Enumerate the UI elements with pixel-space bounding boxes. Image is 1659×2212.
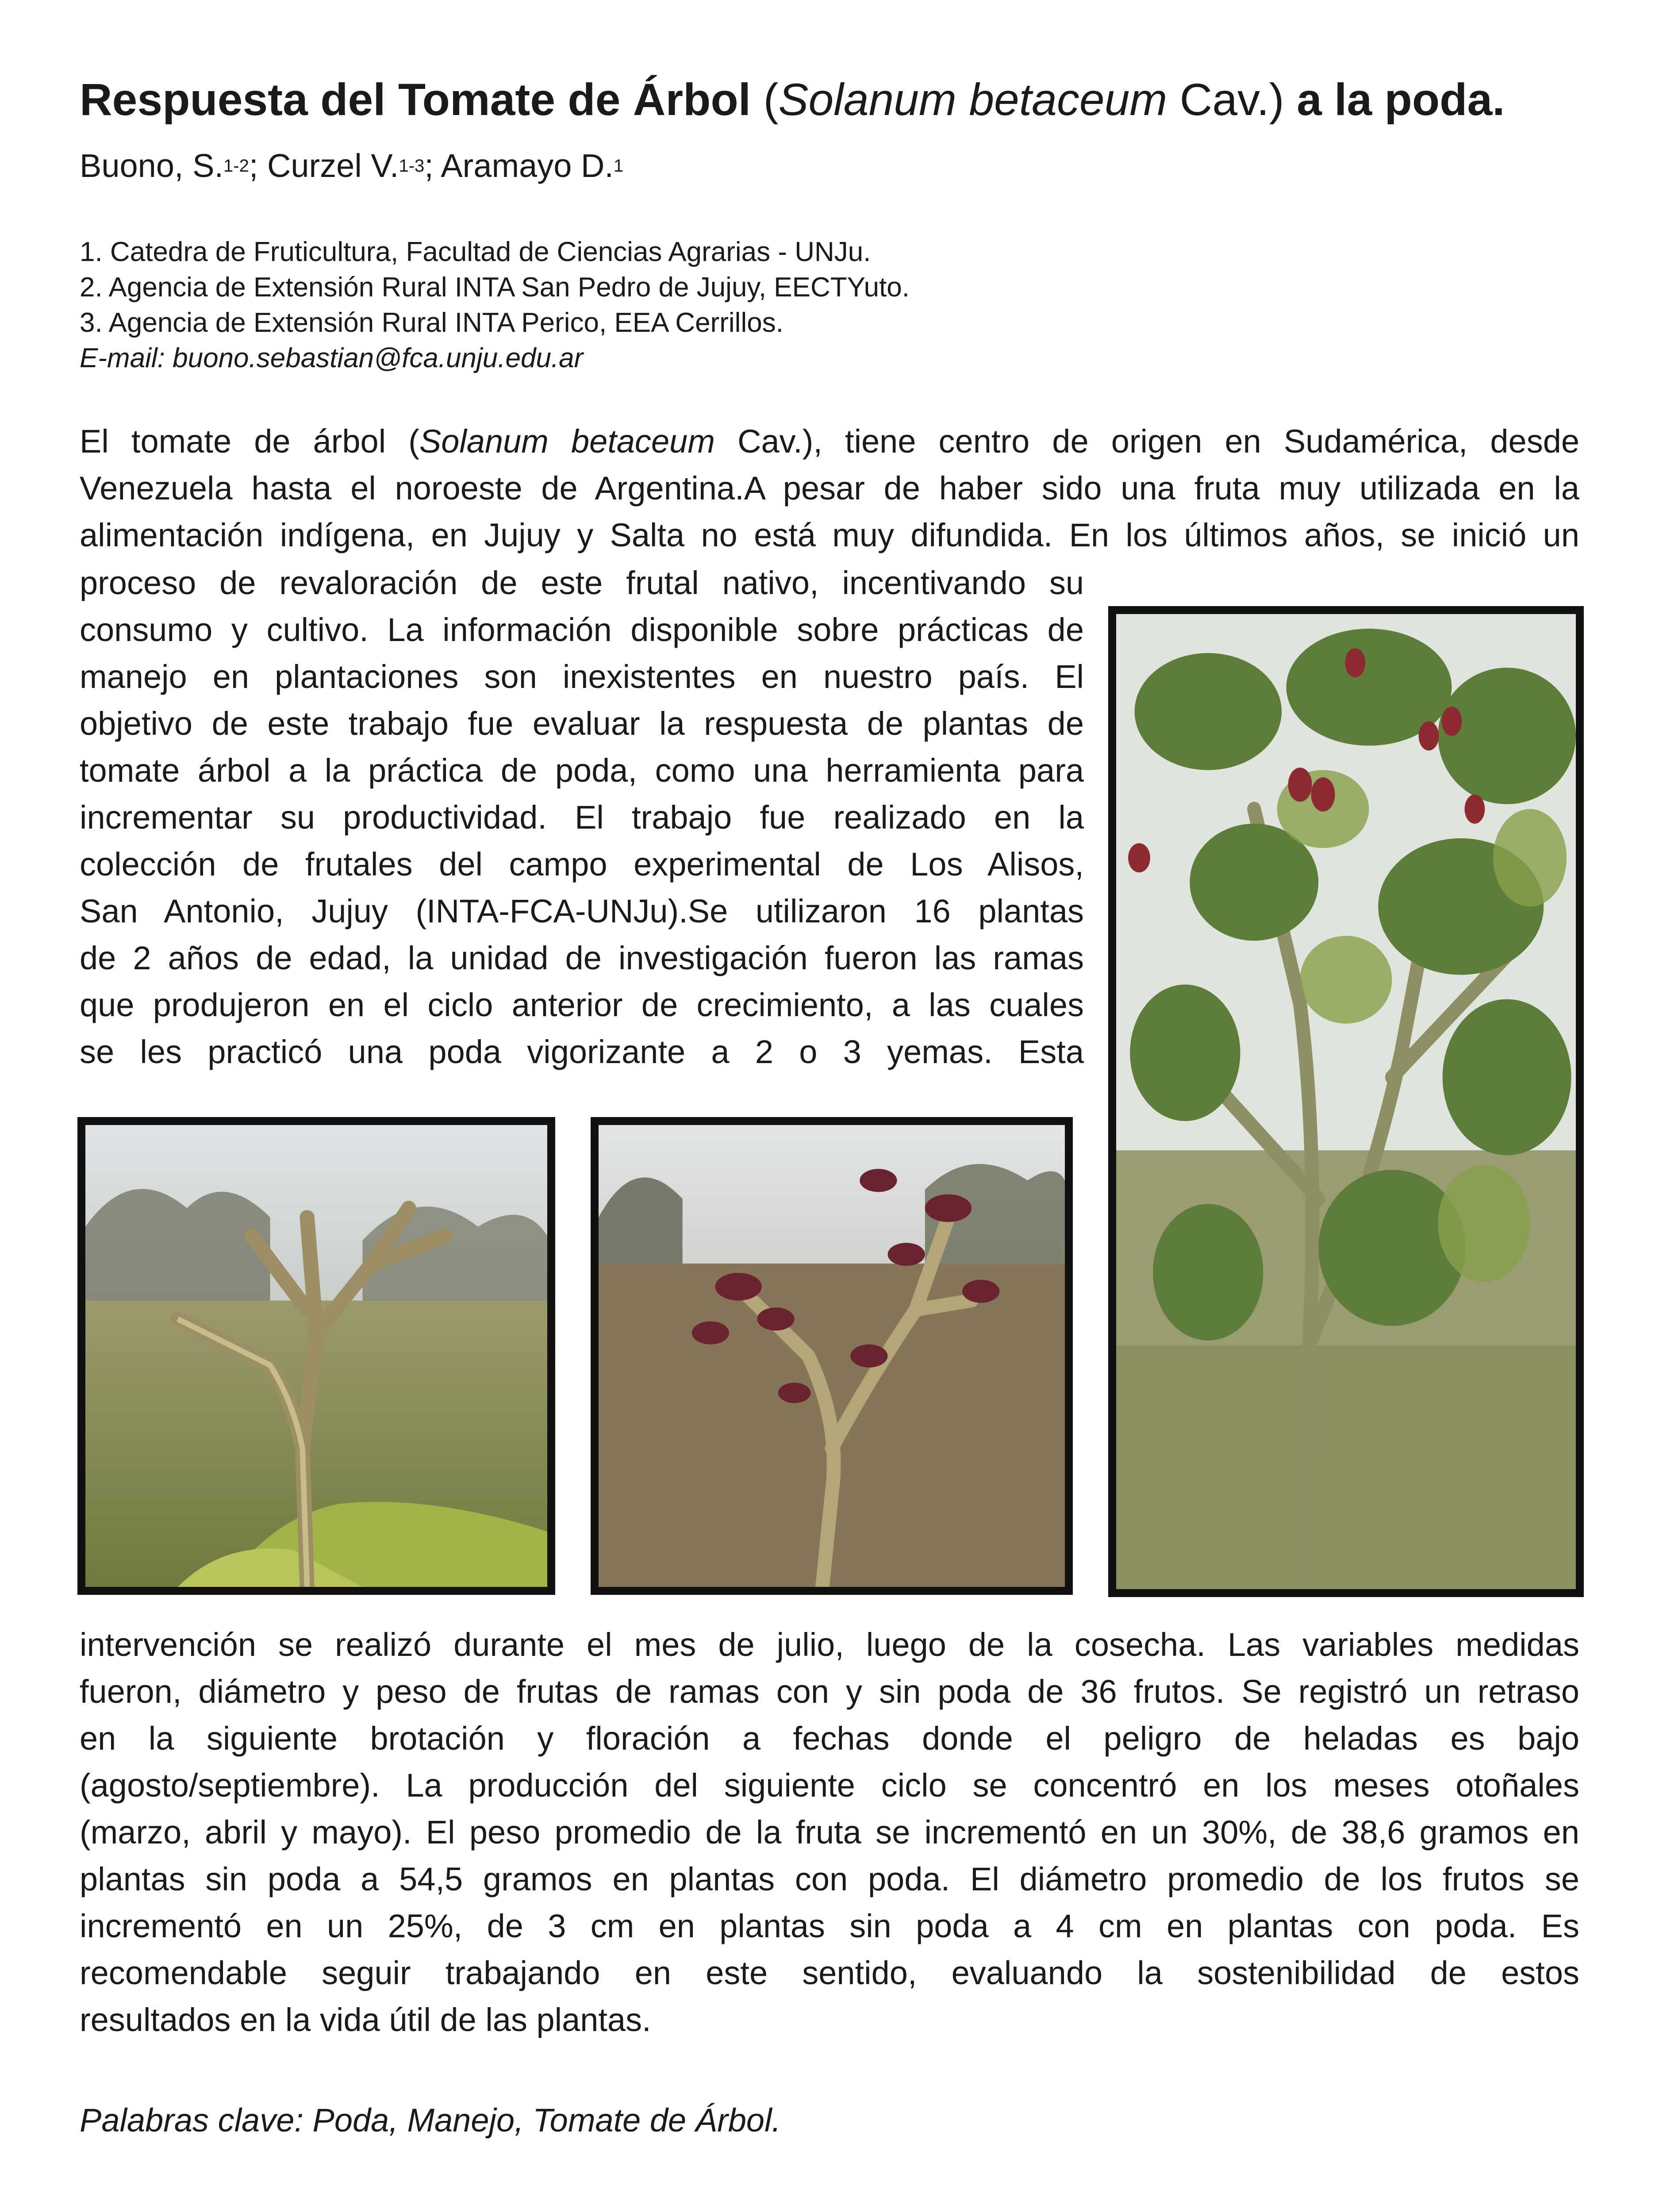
affiliation-2: 2. Agencia de Extensión Rural INTA San Pedro de Jujuy, EECTYuto. bbox=[80, 272, 910, 303]
abstract-line: (marzo, abril y mayo). El peso promedio de la fruta se incrementó en un 30%, de 38,6 gramos en bbox=[80, 1814, 1579, 1851]
abstract-line: alimentación indígena, en Jujuy y Salta no está muy difundida. En los últimos años, se inició un bbox=[80, 517, 1579, 553]
title-part2: a la poda. bbox=[1284, 74, 1505, 125]
email: E-mail: buono.sebastian@fca.unju.edu.ar bbox=[80, 343, 584, 373]
abstract-line: se les practicó una poda vigorizante a 2 o 3 yemas. Esta bbox=[80, 1033, 1084, 1070]
author-1: Buono, S. bbox=[80, 147, 224, 184]
author-3: ; Aramayo D. bbox=[424, 147, 614, 184]
text-run: Cav.), tiene centro de origen en Sudamérica, desde bbox=[714, 423, 1579, 460]
photo-fruiting-tree bbox=[1108, 606, 1584, 1597]
abstract-line: recomendable seguir trabajando en este sentido, evaluando la sostenibilidad de estos bbox=[80, 1955, 1579, 1991]
title-part1: Respuesta del Tomate de Árbol bbox=[80, 74, 751, 125]
abstract-line: Venezuela hasta el noroeste de Argentina.A pesar de haber sido una fruta muy utilizada en la bbox=[80, 470, 1579, 507]
paper-title bbox=[80, 73, 1593, 126]
affiliation-3: 3. Agencia de Extensión Rural INTA Perico, EEA Cerrillos. bbox=[80, 307, 783, 338]
author-2: ; Curzel V. bbox=[249, 147, 399, 184]
sprouting-tree-image bbox=[599, 1125, 1065, 1587]
photo-sprouting-tree bbox=[591, 1117, 1073, 1595]
abstract-line: intervención se realizó durante el mes de julio, luego de la cosecha. Las variables medidas bbox=[80, 1626, 1579, 1663]
affiliations bbox=[80, 234, 910, 376]
abstract-line: resultados en la vida útil de las plantas. bbox=[80, 2001, 651, 2038]
abstract-line: fueron, diámetro y peso de frutas de ramas con y sin poda de 36 frutos. Se registró un retraso bbox=[80, 1673, 1579, 1710]
abstract-line: colección de frutales del campo experimental de Los Alisos, bbox=[80, 846, 1084, 883]
photo-pruned-tree bbox=[77, 1117, 555, 1595]
pruned-tree-image bbox=[85, 1125, 547, 1587]
abstract-bottom bbox=[80, 1621, 1579, 2043]
abstract-line: objetivo de este trabajo fue evaluar la respuesta de plantas de bbox=[80, 705, 1084, 742]
affiliation-1: 1. Catedra de Fruticultura, Facultad de Ciencias Agrarias - UNJu. bbox=[80, 237, 871, 267]
abstract-line: San Antonio, Jujuy (INTA-FCA-UNJu).Se utilizaron 16 plantas bbox=[80, 893, 1084, 929]
keywords: Palabras clave: Poda, Manejo, Tomate de Árbol. bbox=[80, 2102, 781, 2139]
title-author: Cav.) bbox=[1167, 74, 1284, 125]
abstract-line: proceso de revaloración de este frutal nativo, incentivando su bbox=[80, 565, 1084, 601]
abstract-line: consumo y cultivo. La información disponible sobre prácticas de bbox=[80, 611, 1084, 648]
abstract-line: que produjeron en el ciclo anterior de crecimiento, a las cuales bbox=[80, 987, 1084, 1023]
abstract-line: en la siguiente brotación y floración a fechas donde el peligro de heladas es bajo bbox=[80, 1720, 1579, 1757]
abstract-line: (agosto/septiembre). La producción del siguiente ciclo se concentró en los meses otoñales bbox=[80, 1767, 1579, 1804]
abstract-line: tomate árbol a la práctica de poda, como una herramienta para bbox=[80, 752, 1084, 789]
author-list bbox=[80, 146, 623, 186]
author-3-sup: 1 bbox=[614, 156, 624, 176]
fruiting-tree-image bbox=[1116, 614, 1576, 1589]
abstract-line: plantas sin poda a 54,5 gramos en plantas con poda. El diámetro promedio de los frutos se bbox=[80, 1861, 1579, 1897]
text-run: El tomate de árbol ( bbox=[80, 423, 419, 460]
abstract-top bbox=[80, 418, 1579, 559]
abstract-line: de 2 años de edad, la unidad de investigación fueron las ramas bbox=[80, 940, 1084, 976]
title-species: Solanum betaceum bbox=[778, 74, 1167, 125]
species-italic: Solanum betaceum bbox=[419, 423, 715, 460]
abstract-line: incrementar su productividad. El trabajo fue realizado en la bbox=[80, 799, 1084, 836]
author-2-sup: 1-3 bbox=[399, 156, 425, 176]
abstract-line: manejo en plantaciones son inexistentes en nuestro país. El bbox=[80, 658, 1084, 695]
title-paren: ( bbox=[751, 74, 779, 125]
abstract-line: incrementó en un 25%, de 3 cm en plantas sin poda a 4 cm en plantas con poda. Es bbox=[80, 1908, 1579, 1944]
abstract-line bbox=[80, 418, 1579, 465]
author-1-sup: 1-2 bbox=[223, 156, 249, 176]
abstract-middle bbox=[80, 560, 1084, 1075]
